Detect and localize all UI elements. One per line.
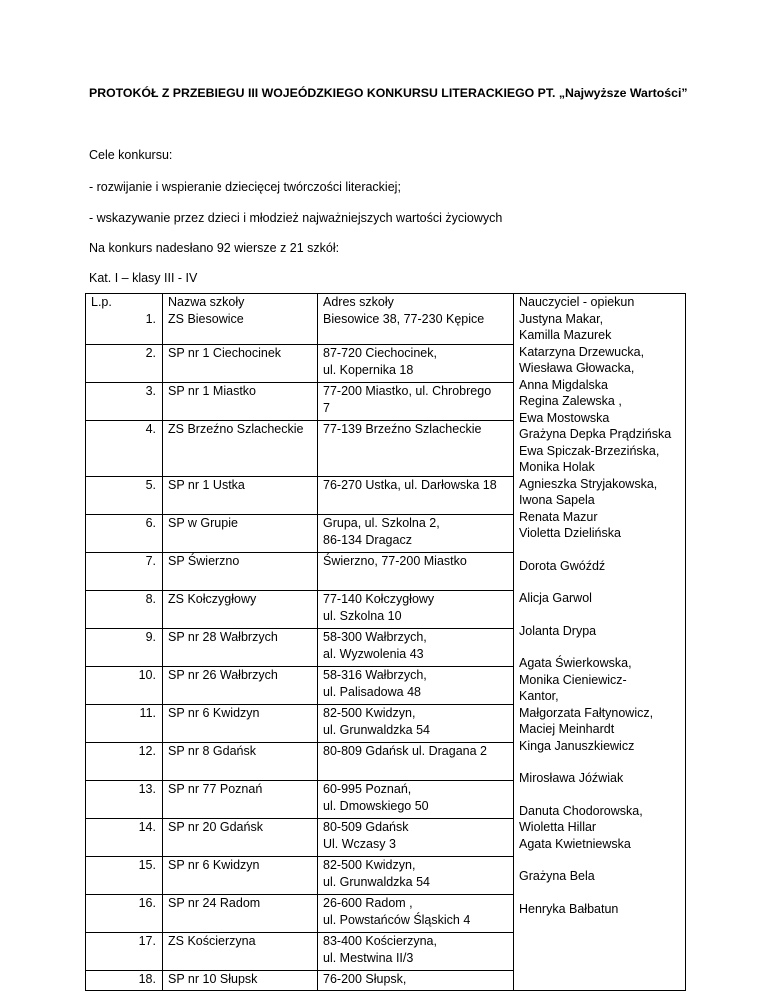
schools-table bbox=[85, 293, 686, 991]
school-cell bbox=[163, 421, 318, 477]
school-name: SP nr 6 Kwidzyn bbox=[168, 858, 260, 872]
address-line: 26-600 Radom , bbox=[323, 896, 413, 910]
teacher-name: Ewa Mostowska bbox=[519, 410, 610, 425]
school-cell bbox=[163, 857, 318, 895]
address-line: 80-509 Gdańsk bbox=[323, 820, 409, 834]
school-name: SP nr 10 Słupsk bbox=[168, 972, 258, 986]
teacher-name: Maciej Meinhardt bbox=[519, 722, 615, 736]
address-cell bbox=[318, 591, 514, 629]
category-heading: Kat. I – klasy III - IV bbox=[89, 271, 198, 285]
school-name: SP nr 8 Gdańsk bbox=[168, 744, 257, 758]
teacher-name: Mirosława Jóźwiak bbox=[519, 771, 624, 785]
address-line: ul. Mestwina II/3 bbox=[323, 950, 414, 965]
lp-cell bbox=[86, 421, 163, 477]
school-name: SP nr 24 Radom bbox=[168, 896, 261, 910]
row-number: 6. bbox=[145, 516, 156, 530]
row-number: 3. bbox=[145, 384, 156, 398]
teacher-name: Henryka Bałbatun bbox=[519, 901, 619, 916]
address-cell bbox=[318, 383, 514, 421]
lp-cell bbox=[86, 383, 163, 421]
teacher-name: Kinga Januszkiewicz bbox=[519, 738, 635, 753]
goal-item: - rozwijanie i wspieranie dziecięcej twórczości literackiej; bbox=[89, 180, 401, 194]
address-cell bbox=[318, 477, 514, 515]
address-cell bbox=[318, 629, 514, 667]
teacher-column bbox=[514, 294, 686, 991]
address-cell bbox=[318, 515, 514, 553]
school-cell bbox=[163, 667, 318, 705]
address-cell bbox=[318, 345, 514, 383]
submissions-summary: Na konkurs nadesłano 92 wiersze z 21 szkół: bbox=[89, 241, 340, 255]
row-number: 8. bbox=[145, 592, 156, 606]
goal-item: - wskazywanie przez dzieci i młodzież najważniejszych wartości życiowych bbox=[89, 211, 503, 225]
lp-cell bbox=[86, 857, 163, 895]
row-number: 16. bbox=[138, 896, 156, 910]
teacher-name: Agnieszka Stryjakowska, bbox=[519, 476, 658, 491]
row-number: 15. bbox=[138, 858, 156, 872]
address-line: 60-995 Poznań, bbox=[323, 782, 412, 796]
row-number: 1. bbox=[145, 311, 156, 326]
lp-cell bbox=[86, 553, 163, 591]
lp-cell bbox=[86, 819, 163, 857]
school-name: SP nr 1 Miastko bbox=[168, 384, 257, 398]
school-cell bbox=[163, 553, 318, 591]
header-teacher: Nauczyciel - opiekun bbox=[519, 295, 635, 309]
row-number: 9. bbox=[145, 630, 156, 644]
address-line: 80-809 Gdańsk ul. Dragana 2 bbox=[323, 744, 487, 758]
address-line: 82-500 Kwidzyn, bbox=[323, 858, 416, 872]
document-title: PROTOKÓŁ Z PRZEBIEGU III WOJEÓDZKIEGO KONKURSU LITERACKIEGO PT. „Najwyższe Wartości” bbox=[89, 86, 688, 100]
lp-cell bbox=[86, 933, 163, 971]
lp-cell bbox=[86, 629, 163, 667]
school-cell bbox=[163, 477, 318, 515]
school-cell bbox=[163, 933, 318, 971]
row-number: 13. bbox=[138, 782, 156, 796]
address-cell bbox=[318, 705, 514, 743]
row-number: 14. bbox=[138, 820, 156, 834]
address-line: 87-720 Ciechocinek, bbox=[323, 346, 437, 360]
address-line: 83-400 Kościerzyna, bbox=[323, 934, 437, 948]
teacher-name: Monika Holak bbox=[519, 460, 595, 474]
teacher-name: Iwona Sapela bbox=[519, 493, 595, 507]
address-line: 82-500 Kwidzyn, bbox=[323, 706, 416, 720]
address-line: 77-139 Brzeźno Szlacheckie bbox=[323, 422, 482, 436]
header-lp: L.p. bbox=[91, 295, 112, 309]
address-line: 58-300 Wałbrzych, bbox=[323, 630, 427, 644]
row-number: 5. bbox=[145, 478, 156, 492]
school-name: SP nr 77 Poznań bbox=[168, 782, 263, 796]
row-number: 7. bbox=[145, 554, 156, 568]
school-name: SP nr 20 Gdańsk bbox=[168, 820, 263, 834]
address-line: ul. Szkolna 10 bbox=[323, 608, 402, 623]
school-cell bbox=[163, 819, 318, 857]
row-number: 11. bbox=[139, 706, 156, 720]
address-cell bbox=[318, 971, 514, 991]
school-cell bbox=[163, 781, 318, 819]
teacher-name: Anna Migdalska bbox=[519, 377, 608, 392]
school-cell bbox=[163, 383, 318, 421]
teacher-name: Wioletta Hillar bbox=[519, 820, 597, 834]
row-number: 18. bbox=[138, 972, 156, 986]
teacher-name: Kantor, bbox=[519, 689, 559, 703]
lp-cell bbox=[86, 477, 163, 515]
goals-heading: Cele konkursu: bbox=[89, 148, 173, 162]
school-cell bbox=[163, 294, 318, 345]
school-name: ZS Kościerzyna bbox=[168, 934, 256, 948]
teacher-name: Wiesława Głowacka, bbox=[519, 361, 635, 375]
address-cell bbox=[318, 819, 514, 857]
teacher-name: Grażyna Bela bbox=[519, 869, 595, 883]
school-name: SP nr 1 Ustka bbox=[168, 478, 245, 492]
teacher-name: Monika Cieniewicz- bbox=[519, 672, 627, 687]
school-name: SP nr 28 Wałbrzych bbox=[168, 630, 278, 644]
address-line: 77-200 Miastko, ul. Chrobrego bbox=[323, 384, 492, 398]
address-line: Grupa, ul. Szkolna 2, bbox=[323, 516, 440, 530]
header-address: Adres szkoły bbox=[323, 295, 394, 309]
school-cell bbox=[163, 591, 318, 629]
address-cell bbox=[318, 421, 514, 477]
school-cell bbox=[163, 705, 318, 743]
teacher-name: Dorota Gwóźdź bbox=[519, 558, 606, 573]
lp-cell bbox=[86, 294, 163, 345]
school-cell bbox=[163, 971, 318, 991]
address-cell bbox=[318, 743, 514, 781]
schools-table-body bbox=[86, 294, 686, 991]
address-line: 7 bbox=[323, 400, 330, 415]
lp-cell bbox=[86, 667, 163, 705]
address-line: Ul. Wczasy 3 bbox=[323, 836, 396, 851]
row-number: 12. bbox=[138, 744, 156, 758]
address-line: Świerzno, 77-200 Miastko bbox=[323, 554, 467, 568]
lp-cell bbox=[86, 781, 163, 819]
teacher-name: Regina Zalewska , bbox=[519, 394, 622, 408]
school-cell bbox=[163, 895, 318, 933]
lp-cell bbox=[86, 895, 163, 933]
lp-cell bbox=[86, 971, 163, 991]
address-cell bbox=[318, 294, 514, 345]
row-number: 2. bbox=[145, 346, 156, 360]
teacher-name: Alicja Garwol bbox=[519, 591, 592, 605]
school-cell bbox=[163, 629, 318, 667]
teacher-name: Justyna Makar, bbox=[519, 311, 604, 326]
address-line: 77-140 Kołczygłowy bbox=[323, 592, 435, 606]
address-cell bbox=[318, 857, 514, 895]
address-line: ul. Grunwaldzka 54 bbox=[323, 874, 431, 889]
school-name: ZS Kołczygłowy bbox=[168, 592, 257, 606]
lp-cell bbox=[86, 743, 163, 781]
address-line: ul. Grunwaldzka 54 bbox=[323, 722, 431, 737]
row-number: 17. bbox=[138, 934, 156, 948]
row-number: 4. bbox=[145, 422, 156, 436]
address-cell bbox=[318, 781, 514, 819]
address-cell bbox=[318, 933, 514, 971]
address-cell bbox=[318, 667, 514, 705]
address-line: al. Wyzwolenia 43 bbox=[323, 646, 424, 661]
teacher-name: Grażyna Depka Prądzińska bbox=[519, 427, 672, 441]
school-cell bbox=[163, 515, 318, 553]
teacher-name: Violetta Dzielińska bbox=[519, 526, 621, 540]
table-row bbox=[86, 294, 686, 345]
teacher-name: Jolanta Drypa bbox=[519, 623, 597, 638]
address-line: ul. Kopernika 18 bbox=[323, 362, 414, 377]
lp-cell bbox=[86, 515, 163, 553]
school-name: SP nr 26 Wałbrzych bbox=[168, 668, 278, 682]
lp-cell bbox=[86, 705, 163, 743]
teacher-name: Danuta Chodorowska, bbox=[519, 803, 643, 818]
school-cell bbox=[163, 743, 318, 781]
teacher-name: Renata Mazur bbox=[519, 509, 598, 524]
teacher-name: Agata Kwietniewska bbox=[519, 836, 631, 851]
lp-cell bbox=[86, 591, 163, 629]
address-line: ul. Palisadowa 48 bbox=[323, 684, 421, 699]
school-cell bbox=[163, 345, 318, 383]
address-line: 76-270 Ustka, ul. Darłowska 18 bbox=[323, 478, 497, 492]
address-line: 86-134 Dragacz bbox=[323, 532, 412, 547]
school-name: SP w Grupie bbox=[168, 516, 238, 530]
lp-cell bbox=[86, 345, 163, 383]
address-line: ul. Powstańców Śląskich 4 bbox=[323, 912, 471, 927]
school-name: SP nr 6 Kwidzyn bbox=[168, 706, 260, 720]
teacher-name: Ewa Spiczak-Brzezińska, bbox=[519, 443, 660, 458]
teacher-name: Katarzyna Drzewucka, bbox=[519, 344, 645, 359]
address-cell bbox=[318, 895, 514, 933]
header-school: Nazwa szkoły bbox=[168, 295, 245, 309]
school-name: SP Świerzno bbox=[168, 554, 240, 568]
school-name: ZS Biesowice bbox=[168, 311, 244, 326]
school-name: ZS Brzeźno Szlacheckie bbox=[168, 422, 304, 436]
address-line: ul. Dmowskiego 50 bbox=[323, 798, 429, 813]
row-number: 10. bbox=[138, 668, 156, 682]
teacher-name: Agata Świerkowska, bbox=[519, 656, 632, 670]
school-name: SP nr 1 Ciechocinek bbox=[168, 346, 282, 360]
address-cell bbox=[318, 553, 514, 591]
address-line: Biesowice 38, 77-230 Kępice bbox=[323, 311, 485, 326]
teacher-name: Kamilla Mazurek bbox=[519, 328, 612, 342]
address-line: 58-316 Wałbrzych, bbox=[323, 668, 427, 682]
teacher-name: Małgorzata Fałtynowicz, bbox=[519, 705, 654, 720]
address-line: 76-200 Słupsk, bbox=[323, 972, 407, 986]
